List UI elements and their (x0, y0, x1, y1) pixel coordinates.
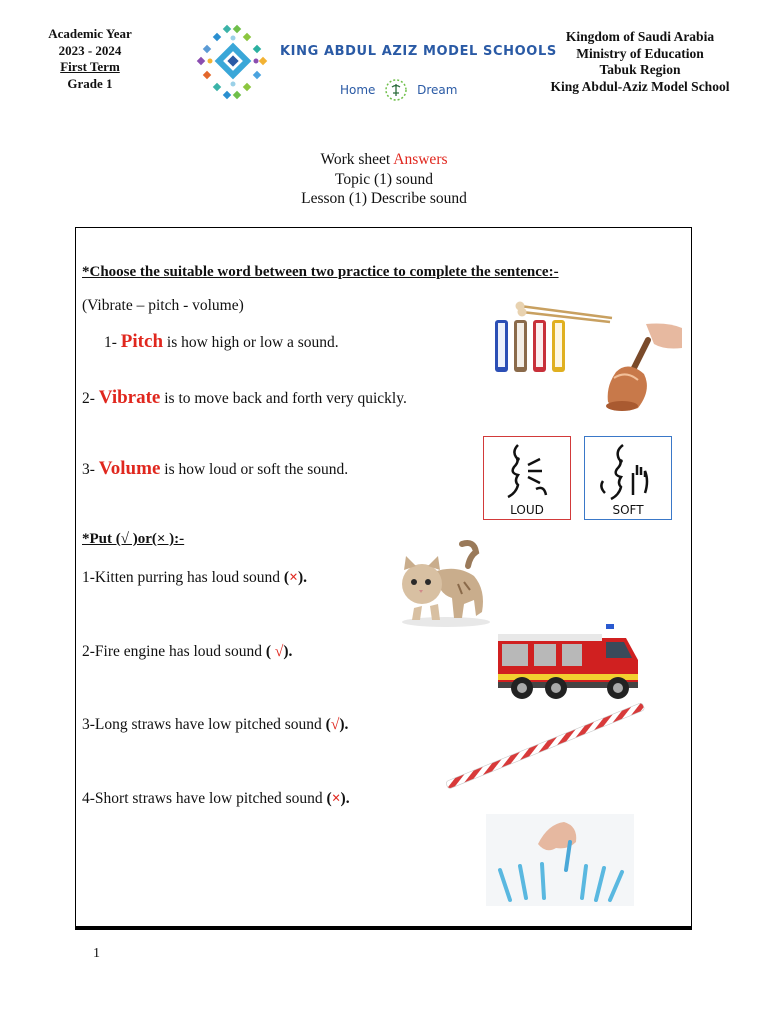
short-straws-image (486, 814, 634, 906)
fill-item-number: 3- (82, 461, 99, 478)
hand-bell-image (598, 320, 684, 416)
kitten-image (394, 538, 498, 628)
logo-title: KING ABDUL AZIZ MODEL SCHOOLS (280, 44, 557, 59)
ministry-label: Ministry of Education (576, 45, 704, 61)
fill-item-answer: Vibrate (98, 387, 161, 408)
loud-label: LOUD (510, 503, 544, 517)
section1-heading: *Choose the suitable word between two practice to complete the sentence:- (82, 264, 559, 280)
fill-item-1 (104, 331, 339, 353)
tf-item-text: 1-Kitten purring has loud sound (82, 569, 284, 586)
tf-item-1: 1-Kitten purring has loud sound (×). (82, 569, 307, 586)
header-ministry-info (530, 29, 750, 95)
long-straw-image (440, 702, 650, 794)
academic-year-label: Academic Year (48, 26, 132, 41)
tf-item-mark: √ (274, 643, 284, 660)
mosaic-emblem-icon (190, 18, 275, 106)
fill-item-text: is how high or low a sound. (163, 334, 339, 351)
term-label: First Term (60, 59, 120, 74)
fill-item-3 (82, 458, 348, 480)
tf-item-text: 3-Long straws have low pitched sound (82, 716, 326, 733)
tf-item-2: 2-Fire engine has loud sound ( √). (82, 643, 293, 660)
academic-years: 2023 - 2024 (58, 42, 122, 58)
fill-item-number: 1- (104, 334, 121, 351)
tf-item-4: 4-Short straws have low pitched sound (×). (82, 790, 350, 807)
word-bank: (Vibrate – pitch - volume) (82, 297, 244, 314)
title-answers: Answers (393, 151, 448, 168)
school-name-label: King Abdul-Aziz Model School (550, 78, 730, 94)
soft-face-icon (585, 437, 671, 501)
lesson-label: Lesson (1) Describe sound (301, 190, 467, 207)
page-number: 1 (93, 946, 100, 961)
country-label: Kingdom of Saudi Arabia (565, 29, 715, 44)
logo-tag-dream: Dream (417, 82, 458, 97)
tf-item-3: 3-Long straws have low pitched sound (√). (82, 716, 349, 733)
soft-label: SOFT (612, 503, 644, 517)
soft-card (584, 436, 672, 520)
tf-item-text: 4-Short straws have low pitched sound (82, 790, 327, 807)
worksheet-title (0, 150, 768, 209)
tf-item-mark: √ (330, 716, 340, 733)
region-label: Tabuk Region (599, 62, 681, 77)
grade-label: Grade 1 (67, 75, 113, 91)
logo-tag-home: Home (340, 82, 376, 97)
topic-label: Topic (1) sound (335, 170, 433, 188)
loud-card (483, 436, 571, 520)
school-logo (190, 18, 557, 108)
fire-engine-image (494, 624, 644, 702)
tf-item-text: 2-Fire engine has loud sound (82, 643, 266, 660)
fill-item-text: is how loud or soft the sound. (160, 461, 349, 478)
fill-item-number: 2- (82, 390, 99, 407)
fill-item-2 (82, 387, 407, 409)
tf-item-mark: × (289, 569, 298, 586)
fill-item-answer: Pitch (120, 331, 164, 352)
loud-face-icon (484, 437, 570, 501)
fill-item-answer: Volume (98, 458, 161, 479)
title-prefix: Work sheet (320, 151, 394, 168)
palm-emblem-icon (381, 78, 411, 102)
tf-item-mark: × (331, 790, 341, 807)
logo-tagline (340, 78, 457, 102)
header-school-info (30, 26, 150, 92)
fill-item-text: is to move back and forth very quickly. (160, 390, 407, 407)
section2-heading: *Put (√ )or(× ):- (82, 531, 185, 547)
